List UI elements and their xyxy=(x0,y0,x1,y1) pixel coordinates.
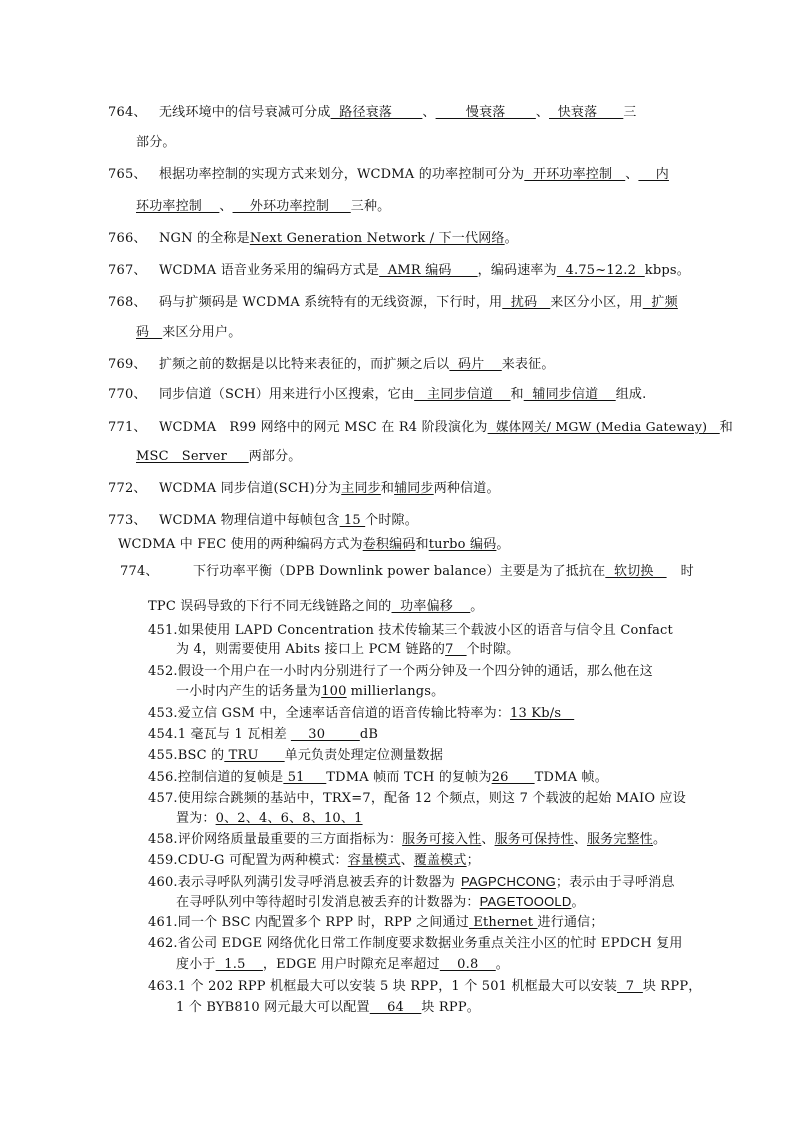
answer-blank: 开环功率控制 xyxy=(524,167,626,182)
question-text: 下行功率平衡（DPB Downlink power balance）主要是为了抵抗在 xyxy=(192,564,606,579)
question-text: 控制信道的复帧是 xyxy=(177,770,284,785)
question-number: 456. xyxy=(148,770,178,785)
answer-blank: AMR 编码 xyxy=(379,263,478,278)
separator: 、 xyxy=(625,167,639,182)
question-767 xyxy=(108,262,690,280)
separator: 、 xyxy=(400,853,414,868)
answer-blank: 4.75~12.2 xyxy=(556,263,645,278)
answer-blank: 100 xyxy=(321,684,347,699)
question-453 xyxy=(148,705,574,723)
separator: 、 xyxy=(219,199,233,214)
question-tail: 三 xyxy=(623,105,637,120)
answer-blank: 容量模式 xyxy=(347,853,401,868)
question-tail: 时 xyxy=(680,564,694,579)
question-451-line2 xyxy=(176,641,519,659)
question-number: 460. xyxy=(148,875,178,890)
question-number: 454. xyxy=(148,727,178,742)
question-text: WCDMA 物理信道中每帧包含 xyxy=(158,513,340,528)
question-tail: 和 xyxy=(719,420,733,435)
answer-blank: 慢衰落 xyxy=(435,105,536,120)
separator: 、 xyxy=(422,105,436,120)
question-number: 769、 xyxy=(108,357,147,372)
answer-blank: 功率偏移 xyxy=(391,599,471,614)
answer-blank: 7 xyxy=(617,979,643,994)
question-text: 为 4，则需要使用 Abits 接口上 PCM 链路的 xyxy=(176,642,446,657)
question-number: 452. xyxy=(148,664,178,679)
question-tail: 两种信道。 xyxy=(433,481,500,496)
question-771-line1 xyxy=(108,418,733,437)
question-text: 同一个 BSC 内配置多个 RPP 时，RPP 之间通过 xyxy=(177,915,469,930)
question-tail: 来区分用户。 xyxy=(162,325,242,340)
question-460-line1 xyxy=(148,873,675,892)
question-tail: 单元负责处理定位测量数据 xyxy=(284,748,444,763)
question-text: 假设一个用户在一小时内分别进行了一个两分钟及一个四分钟的通话，那么他在这 xyxy=(177,664,653,679)
question-number: 463. xyxy=(148,979,178,994)
question-772 xyxy=(108,480,500,498)
question-number: 462. xyxy=(148,936,178,951)
question-tail: 。 xyxy=(652,832,667,847)
question-text: 和 xyxy=(415,537,429,552)
answer-blank: 服务可接入性 xyxy=(402,832,482,847)
question-452-line2 xyxy=(176,683,444,701)
question-tail: 来表征。 xyxy=(501,357,555,372)
question-text: ；表示由于寻呼消息 xyxy=(555,875,675,890)
question-tail: 组成. xyxy=(615,387,647,402)
answer-blank: 辅同步信道 xyxy=(523,387,616,402)
separator: 、 xyxy=(481,832,495,847)
question-tail: 进行通信； xyxy=(537,915,604,930)
question-text: WCDMA R99 网络中的网元 MSC 在 R4 阶段演化为 xyxy=(158,420,488,435)
question-text: 评价网络质量最重要的三方面指标为： xyxy=(177,832,403,847)
question-number: 773、 xyxy=(108,513,147,528)
question-tail: 。 xyxy=(496,537,510,552)
question-451-line1 xyxy=(148,622,673,640)
question-number: 770、 xyxy=(108,387,147,402)
question-text: TDMA 帧而 TCH 的复帧为 xyxy=(326,770,492,785)
answer-blank: 媒体网关/ MGW (Media Gateway) xyxy=(487,419,720,434)
answer-blank: 服务可保持性 xyxy=(494,832,574,847)
question-text: 1 毫瓦与 1 瓦相差 xyxy=(177,727,287,742)
answer-blank: 0.8 xyxy=(439,957,496,972)
question-456 xyxy=(148,769,608,787)
question-number: 768、 xyxy=(108,295,147,310)
question-768-line1 xyxy=(108,294,678,312)
question-text: TPC 误码导致的下行不同无线链路之间的 xyxy=(148,599,392,614)
question-tail: 三种。 xyxy=(350,199,391,214)
question-text: 如果使用 LAPD Concentration 技术传输某三个载波小区的语音与信令且 Confact xyxy=(177,623,673,638)
answer-blank: PAGETOOOLD xyxy=(479,894,572,909)
separator: 、 xyxy=(573,832,587,847)
question-text: 同步信道（SCH）用来进行小区搜索，它由 xyxy=(158,387,415,402)
answer-blank: 30 xyxy=(290,727,360,742)
question-tail: 。 xyxy=(470,599,484,614)
question-tail: 两部分。 xyxy=(248,449,302,464)
question-461 xyxy=(148,914,604,932)
question-text: WCDMA 中 FEC 使用的两种编码方式为 xyxy=(118,537,363,552)
question-text: 爱立信 GSM 中，全速率话音信道的语音传输比特率为： xyxy=(177,706,511,721)
answer-blank: 覆盖模式 xyxy=(413,853,467,868)
question-774-line2 xyxy=(148,598,484,616)
question-text: ，编码速率为 xyxy=(477,263,557,278)
answer-blank: 码 xyxy=(136,325,163,340)
answer-blank: MSC Server xyxy=(136,449,249,464)
question-fec xyxy=(118,536,510,554)
answer-blank: PAGPCHCONG xyxy=(460,874,556,889)
question-number: 767、 xyxy=(108,263,147,278)
question-number: 771、 xyxy=(108,420,147,435)
question-463-line1 xyxy=(148,978,702,996)
question-text: 来区分小区，用 xyxy=(550,295,643,310)
question-number: 453. xyxy=(148,706,178,721)
answer-blank: turbo 编码 xyxy=(428,537,497,552)
answer-blank: 0、2、4、6、8、10、1 xyxy=(215,811,363,826)
question-text: WCDMA 同步信道(SCH)分为 xyxy=(158,481,342,496)
question-tail: 块 RPP， xyxy=(642,979,702,994)
answer-blank: 13 Kb/s xyxy=(510,706,575,721)
question-tail: 。 xyxy=(495,957,509,972)
question-text: 使用综合跳频的基站中，TRX=7，配备 12 个频点，则这 7 个载波的起始 MAIO 应设 xyxy=(177,791,686,806)
question-459 xyxy=(148,852,480,870)
question-number: 772、 xyxy=(108,481,147,496)
question-tail: 个时隙。 xyxy=(466,642,520,657)
question-text: 1 个 202 RPP 机框最大可以安装 5 块 RPP，1 个 501 机框最大可以安装 xyxy=(177,979,618,994)
question-tail: millierlangs。 xyxy=(350,684,445,699)
answer-blank: Next Generation Network / 下一代网络 xyxy=(249,231,505,246)
question-text: 1 个 BYB810 网元最大可以配置 xyxy=(176,1000,370,1015)
question-number: 461. xyxy=(148,915,178,930)
question-tail: kbps。 xyxy=(644,263,690,278)
question-766 xyxy=(108,230,518,248)
question-tail: dB xyxy=(359,727,379,742)
question-462-line1 xyxy=(148,935,683,953)
question-457-line2 xyxy=(176,810,363,828)
question-text: 码与扩频码是 WCDMA 系统特有的无线资源，下行时，用 xyxy=(158,295,503,310)
question-460-line2 xyxy=(176,893,585,912)
question-tail: 。 xyxy=(571,895,585,910)
answer-blank: 主同步信道 xyxy=(414,387,511,402)
question-463-line2 xyxy=(176,999,480,1017)
question-771-line2 xyxy=(136,448,302,466)
question-452-line1 xyxy=(148,663,653,681)
answer-blank: 外环功率控制 xyxy=(232,199,351,214)
answer-blank: 26 xyxy=(491,770,535,785)
answer-blank: 卷积编码 xyxy=(362,537,416,552)
question-text: 置为： xyxy=(176,811,216,826)
question-number: 764、 xyxy=(108,105,147,120)
question-number: 455. xyxy=(148,748,178,763)
question-text: NGN 的全称是 xyxy=(158,231,250,246)
question-text: 一小时内产生的话务量为 xyxy=(176,684,322,699)
question-462-line2 xyxy=(176,956,509,974)
question-number: 766、 xyxy=(108,231,147,246)
answer-blank: 64 xyxy=(369,1000,422,1015)
answer-blank: 主同步 xyxy=(341,481,381,496)
question-text: 和 xyxy=(510,387,524,402)
question-text: BSC 的 xyxy=(177,748,225,763)
question-number: 765、 xyxy=(108,167,147,182)
question-text: 无线环境中的信号衰减可分成 xyxy=(158,105,331,120)
answer-blank: 7 xyxy=(445,642,467,657)
question-text: WCDMA 语音业务采用的编码方式是 xyxy=(158,263,380,278)
question-text: 表示寻呼队列满引发寻呼消息被丢弃的计数器为 xyxy=(177,875,455,890)
question-number: 774、 xyxy=(120,564,159,579)
question-text: 在寻呼队列中等待超时引发消息被丢弃的计数器为： xyxy=(176,895,480,910)
question-tail: 块 RPP。 xyxy=(421,1000,480,1015)
question-774-line1 xyxy=(120,563,694,581)
question-tail: 部分。 xyxy=(136,135,176,150)
answer-blank: 扩频 xyxy=(642,295,678,310)
answer-blank: 软切换 xyxy=(605,564,667,579)
answer-blank: 15 xyxy=(339,513,366,528)
answer-blank: 扰码 xyxy=(502,295,551,310)
question-text: 根据功率控制的实现方式来划分，WCDMA 的功率控制可分为 xyxy=(158,167,525,182)
question-number: 457. xyxy=(148,791,178,806)
question-tail: 个时隙。 xyxy=(365,513,418,528)
answer-blank: 路径衰落 xyxy=(330,105,423,120)
question-text: 省公司 EDGE 网络优化日常工作制度要求数据业务重点关注小区的忙时 EPDCH 复用 xyxy=(177,936,683,951)
question-number: 451. xyxy=(148,623,178,638)
question-770 xyxy=(108,386,646,404)
question-765-line2 xyxy=(136,198,390,216)
answer-blank: 辅同步 xyxy=(394,481,434,496)
answer-blank: Ethernet xyxy=(468,915,538,930)
question-text: ，EDGE 用户时隙充足率超过 xyxy=(262,957,440,972)
answer-blank: 51 xyxy=(283,770,327,785)
question-tail: ； xyxy=(466,853,480,868)
answer-blank: 快衰落 xyxy=(549,105,624,120)
answer-blank: 环功率控制 xyxy=(136,199,220,214)
question-764-line2 xyxy=(136,134,176,152)
question-number: 458. xyxy=(148,832,178,847)
question-455 xyxy=(148,747,443,765)
question-text: 和 xyxy=(380,481,395,496)
question-text: CDU-G 可配置为两种模式： xyxy=(177,853,348,868)
question-769 xyxy=(108,356,555,374)
question-number: 459. xyxy=(148,853,178,868)
question-tail: 。 xyxy=(504,231,518,246)
question-454 xyxy=(148,726,378,744)
answer-blank: 码片 xyxy=(449,357,502,372)
question-text: 扩频之前的数据是以比特来表征的，而扩频之后以 xyxy=(158,357,450,372)
question-tail: TDMA 帧。 xyxy=(534,770,608,785)
question-765-line1 xyxy=(108,166,669,184)
answer-blank: 服务完整性 xyxy=(586,832,653,847)
answer-blank: 内 xyxy=(638,167,669,182)
answer-blank: 1.5 xyxy=(215,957,263,972)
answer-blank: TRU xyxy=(224,748,285,763)
question-764-line1 xyxy=(108,104,637,122)
question-773 xyxy=(108,512,418,530)
question-768-line2 xyxy=(136,324,241,342)
question-text: 度小于 xyxy=(176,957,216,972)
separator: 、 xyxy=(535,105,550,120)
question-457-line1 xyxy=(148,790,686,808)
question-458 xyxy=(148,831,666,849)
